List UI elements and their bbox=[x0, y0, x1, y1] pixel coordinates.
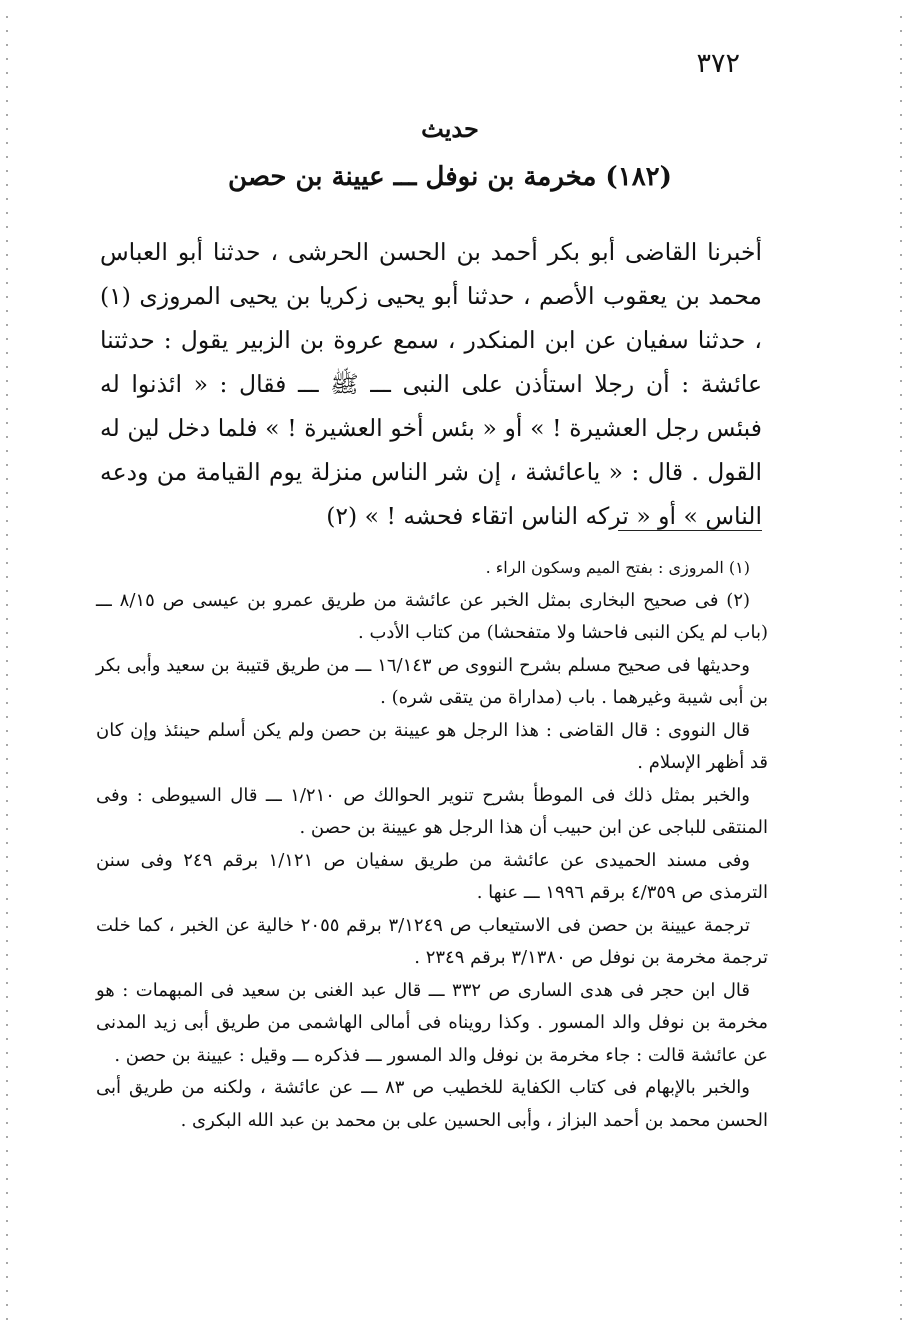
page-number: ٣٧٢ bbox=[696, 48, 740, 79]
left-margin-dotted-line bbox=[6, 10, 8, 1330]
footnotes bbox=[96, 552, 768, 1137]
hadith-body-text: أخبرنا القاضى أبو بكر أحمد بن الحسن الحرشى ، حدثنا أبو العباس محمد بن يعقوب الأصم ، حدثنا أبو يحيى زكريا بن يحيى المروزى (١) ، حدثنا سفيان عن ابن المنكدر ، سمع عروة بن الزبير يقول : حدثتنا عائشة : أن رجلا استأذن على النبى ـــ ﷺ ـــ فقال : « ائذنوا له فبئس رجل العشيرة ! » أو « بئس أخو العشيرة ! » فلما دخل لين له القول . قال : « ياعائشة ، إن شر الناس منزلة يوم القيامة من ودعه الناس » أو « تركه الناس اتقاء فحشه ! » (٢) bbox=[100, 238, 762, 530]
footnote-paragraph: ترجمة عيينة بن حصن فى الاستيعاب ص ٣/١٢٤٩ برقم ٢٠٥٥ خالية عن الخبر ، كما خلت ترجمة مخرمة بن نوفل ص ٣/١٣٨٠ برقم ٢٣٤٩ . bbox=[96, 914, 768, 968]
footnote-paragraph: والخبر بالإبهام فى كتاب الكفاية للخطيب ص ٨٣ ـــ عن عائشة ، ولكنه من طريق أبى الحسن محمد بن أحمد البزاز ، وأبى الحسين على بن محمد بن عبد الله البكرى . bbox=[96, 1077, 768, 1131]
footnote-paragraph: وفى مسند الحميدى عن عائشة من طريق سفيان ص ١/١٢١ برقم ٢٤٩ وفى سنن الترمذى ص ٤/٣٥٩ برقم ١٩٩٦ ـــ عنها . bbox=[96, 849, 768, 903]
footnote-2: (٢) فى صحيح البخارى بمثل الخبر عن عائشة من طريق عمرو بن عيسى ص ٨/١٥ ـــ (باب لم يكن النبى فاحشا ولا متفحشا) من كتاب الأدب . bbox=[96, 589, 768, 643]
hadith-heading: حديث bbox=[421, 114, 479, 143]
footnote-paragraph: وحديثها فى صحيح مسلم بشرح النووى ص ١٦/١٤٣ ـــ من طريق قتيبة بن سعيد وأبى بكر بن أبى شيبة وغيرهما . باب (مداراة من يتقى شره) . bbox=[96, 654, 768, 708]
footnote-paragraph: والخبر بمثل ذلك فى الموطأ بشرح تنوير الحوالك ص ١/٢١٠ ـــ قال السيوطى : وفى المنتقى للباجى عن ابن حبيب أن هذا الرجل هو عيينة بن حصن . bbox=[96, 784, 768, 838]
right-margin-dotted-line bbox=[900, 10, 902, 1330]
footnote-separator bbox=[618, 530, 762, 531]
footnote-paragraph: قال ابن حجر فى هدى السارى ص ٣٣٢ ـــ قال عبد الغنى بن سعيد فى المبهمات : هو مخرمة بن نوفل والد المسور . وكذا رويناه فى أمالى الهاشمى من طريق أبى زيد المدنى عن عائشة قالت : جاء مخرمة بن نوفل والد المسور ـــ فذكره ـــ وقيل : عيينة بن حصن . bbox=[96, 979, 768, 1066]
chapter-title: (١٨٢) مخرمة بن نوفل ـــ عيينة بن حصن bbox=[228, 162, 672, 192]
footnote-paragraph: قال النووى : قال القاضى : هذا الرجل هو عيينة بن حصن ولم يكن أسلم حينئذ وإن كان قد أظهر الإسلام . bbox=[96, 719, 768, 773]
footnote-1: (١) المروزى : بفتح الميم وسكون الراء . bbox=[485, 558, 750, 577]
